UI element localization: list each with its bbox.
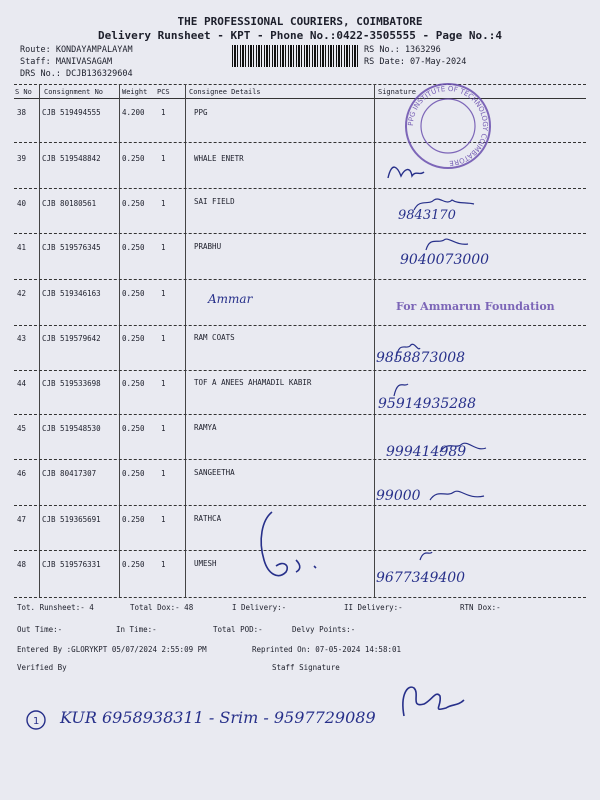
row-consignment: CJB 80180561 xyxy=(42,199,97,208)
row-sno: 44 xyxy=(17,379,27,388)
handwritten-phone-row41: 9040073000 xyxy=(400,252,490,268)
row-consignee: RATHCA xyxy=(194,514,222,523)
handwritten-phone-row44: 95914935288 xyxy=(378,396,476,412)
row-consignment: CJB 80417307 xyxy=(42,469,97,478)
row-pcs: 1 xyxy=(161,560,166,569)
row-sno: 42 xyxy=(17,289,27,298)
route-label: Route: KONDAYAMPALAYAM xyxy=(20,45,133,55)
reprinted-on: Reprinted On: 07-05-2024 14:58:01 xyxy=(252,645,402,654)
row-weight: 0.250 xyxy=(122,199,145,208)
row-weight: 0.250 xyxy=(122,154,145,163)
row-weight: 0.250 xyxy=(122,243,145,252)
row-weight: 0.250 xyxy=(122,560,145,569)
verified-by: Verified By xyxy=(17,663,67,672)
col-header-consignment: Consignment No xyxy=(44,88,104,96)
row-weight: 0.250 xyxy=(122,469,145,478)
seal-text: PPG INSTITUTE OF TECHNOLOGY COIMBATORE xyxy=(406,84,490,168)
row-consignment: CJB 519548530 xyxy=(42,424,101,433)
handwritten-phone-row46: 99000 xyxy=(376,488,421,504)
row-consignee: RAM COATS xyxy=(194,333,235,342)
row-weight: 4.200 xyxy=(122,108,145,117)
row-consignee: RAMYA xyxy=(194,423,217,432)
row-pcs: 1 xyxy=(161,108,166,117)
staff-signature-scribble xyxy=(403,687,464,716)
row-sno: 40 xyxy=(17,199,27,208)
ii-delivery: II Delivery:- xyxy=(344,603,403,612)
signature-row44 xyxy=(394,384,408,396)
handwritten-phone-row45: 999414989 xyxy=(386,444,467,460)
in-time: In Time:- xyxy=(116,625,157,634)
row-pcs: 1 xyxy=(161,379,166,388)
col-header-pcs: PCS xyxy=(157,88,170,96)
row-consignment: CJB 519576331 xyxy=(42,560,101,569)
total-dox: Total Dox:- 48 xyxy=(130,603,194,612)
row-sno: 48 xyxy=(17,560,27,569)
row-pcs: 1 xyxy=(161,199,166,208)
row-consignee: TOF A ANEES AHAMADIL KABIR xyxy=(194,378,312,387)
row-consignment: CJB 519346163 xyxy=(42,289,101,298)
rs-date: RS Date: 07-May-2024 xyxy=(364,57,467,67)
handwritten-bottom-note: KUR 6958938311 - Srim - 9597729089 xyxy=(60,708,376,727)
row-consignee: SANGEETHA xyxy=(194,468,235,477)
row-consignment: CJB 519365691 xyxy=(42,515,101,524)
row-consignment: CJB 519576345 xyxy=(42,243,101,252)
row-pcs: 1 xyxy=(161,515,166,524)
row-weight: 0.250 xyxy=(122,424,145,433)
total-pod: Total POD:- xyxy=(213,625,263,634)
rtn-dox: RTN Dox:- xyxy=(460,603,501,612)
row-consignee: WHALE ENETR xyxy=(194,154,244,163)
row-sno: 46 xyxy=(17,469,27,478)
col-header-weight: Weight xyxy=(122,88,148,96)
drs-label: DRS No.: DCJB136329604 xyxy=(20,69,133,79)
row-weight: 0.250 xyxy=(122,379,145,388)
ammarun-stamp: For Ammarun Foundation xyxy=(396,300,555,313)
row-consignee: PPG xyxy=(194,108,208,117)
row-sno: 45 xyxy=(17,424,27,433)
row-sno: 43 xyxy=(17,334,27,343)
row-consignee: PRABHU xyxy=(194,242,222,251)
row-consignment: CJB 519548842 xyxy=(42,154,101,163)
col-header-signature: Signature xyxy=(378,88,416,96)
row-weight: 0.250 xyxy=(122,334,145,343)
entered-by: Entered By :GLORYKPT 05/07/2024 2:55:09 PM xyxy=(17,645,207,654)
tot-runsheet: Tot. Runsheet:- 4 xyxy=(17,603,94,612)
row-sno: 41 xyxy=(17,243,27,252)
institute-seal xyxy=(406,84,490,168)
runsheet-title: Delivery Runsheet - KPT - Phone No.:0422-3505555 - Page No.:4 xyxy=(98,29,502,42)
col-header-sno: S No xyxy=(15,88,32,96)
row-pcs: 1 xyxy=(161,469,166,478)
i-delivery: I Delivery:- xyxy=(232,603,287,612)
row-consignment: CJB 519494555 xyxy=(42,108,101,117)
row-consignment: CJB 519533698 xyxy=(42,379,101,388)
company-title: THE PROFESSIONAL COURIERS, COIMBATORE xyxy=(177,15,423,28)
row-consignee: SAI FIELD xyxy=(194,197,235,206)
svg-text:1: 1 xyxy=(33,716,40,727)
signature-row41 xyxy=(426,239,468,250)
row-pcs: 1 xyxy=(161,154,166,163)
handwritten-phone-row43: 9858873008 xyxy=(376,350,466,366)
row-sno: 38 xyxy=(17,108,27,117)
out-time: Out Time:- xyxy=(17,625,63,634)
staff-label: Staff: MANIVASAGAM xyxy=(20,57,113,67)
row-pcs: 1 xyxy=(161,424,166,433)
row-weight: 0.250 xyxy=(122,515,145,524)
signature-row39 xyxy=(388,167,424,178)
row-pcs: 1 xyxy=(161,289,166,298)
col-header-consignee: Consignee Details xyxy=(189,88,261,96)
handwritten-name-row42: Ammar xyxy=(208,292,253,306)
svg-text:PPG INSTITUTE OF TECHNOLOGY CO xyxy=(407,85,489,167)
signature-row47 xyxy=(261,512,316,576)
row-sno: 39 xyxy=(17,154,27,163)
rs-number: RS No.: 1363296 xyxy=(364,45,441,55)
signature-row46 xyxy=(430,491,484,500)
row-pcs: 1 xyxy=(161,243,166,252)
row-weight: 0.250 xyxy=(122,289,145,298)
staff-signature-label: Staff Signature xyxy=(272,663,340,672)
handwritten-phone-row40: 9843170 xyxy=(398,208,456,223)
delvy-points: Delvy Points:- xyxy=(292,625,356,634)
row-pcs: 1 xyxy=(161,334,166,343)
handwritten-phone-row48: 9677349400 xyxy=(376,570,466,586)
signature-row48 xyxy=(420,552,432,560)
row-consignee: UMESH xyxy=(194,559,217,568)
row-consignment: CJB 519579642 xyxy=(42,334,101,343)
row-sno: 47 xyxy=(17,515,27,524)
